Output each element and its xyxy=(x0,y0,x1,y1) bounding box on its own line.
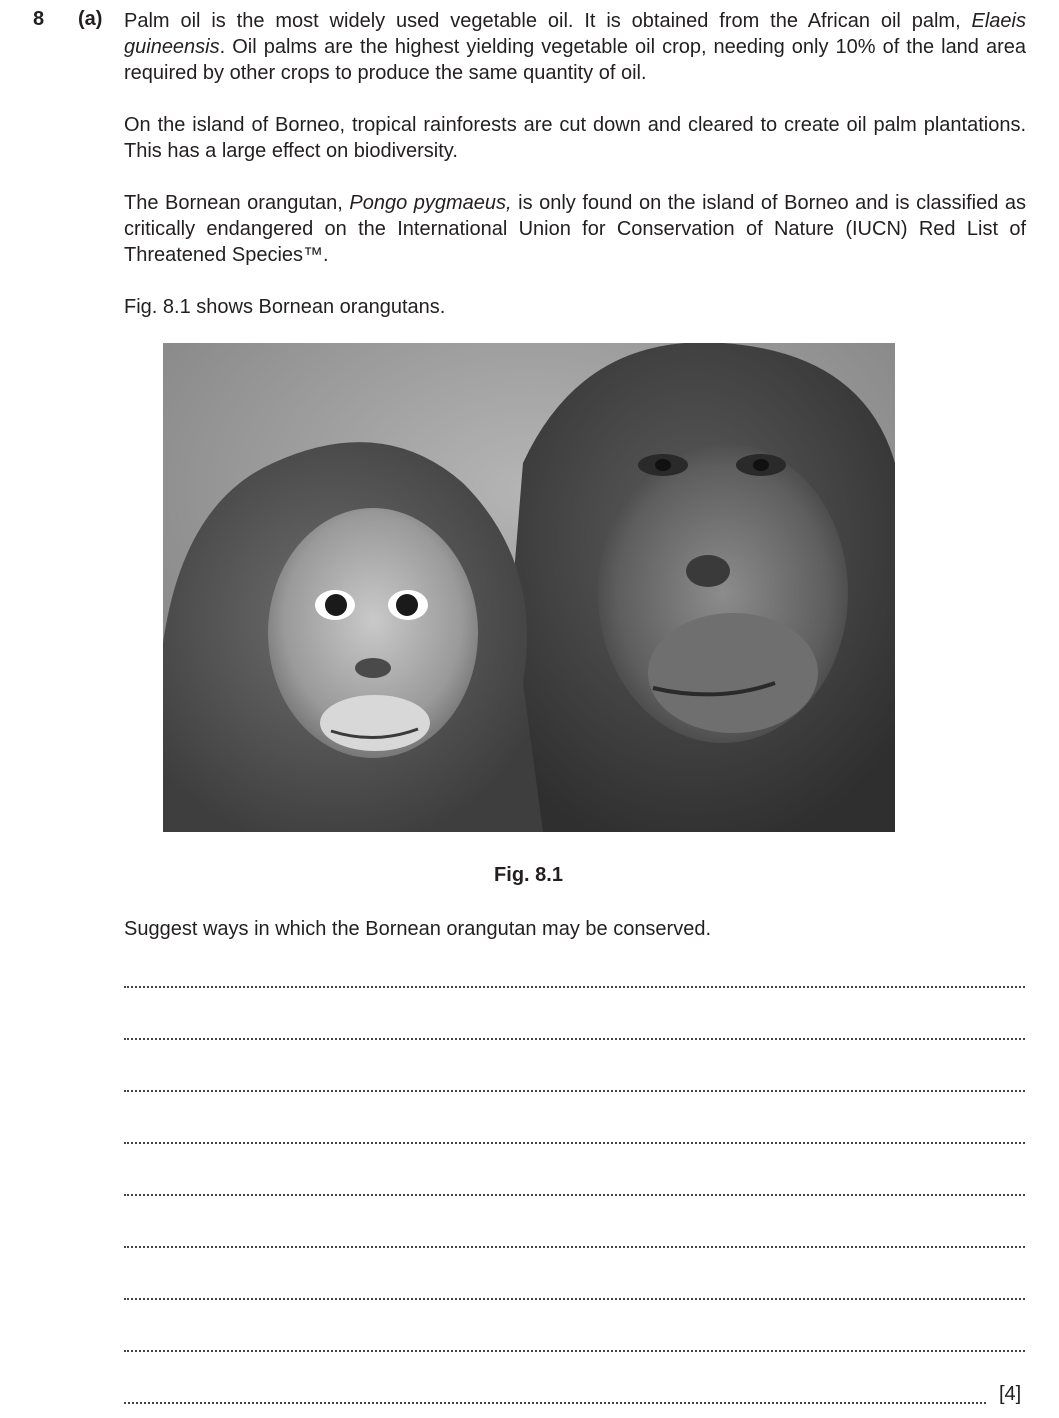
answer-line-1[interactable] xyxy=(124,986,1025,988)
intro-paragraph-orangutan xyxy=(124,190,1026,268)
answer-line-4[interactable] xyxy=(124,1142,1025,1144)
question-part-label: (a) xyxy=(78,8,103,30)
orangutan-photo xyxy=(163,343,895,832)
answer-line-9[interactable] xyxy=(124,1402,986,1404)
answer-line-5[interactable] xyxy=(124,1194,1025,1196)
intro-paragraph-borneo: On the island of Borneo, tropical rainforests are cut down and cleared to create oil palm plantations. This has a large effect on biodiversity. xyxy=(124,114,1026,162)
answer-line-8[interactable] xyxy=(124,1350,1025,1352)
question-number: 8 xyxy=(33,8,45,30)
answer-line-7[interactable] xyxy=(124,1298,1025,1300)
intro-paragraph-palm-oil xyxy=(124,8,1026,86)
orangutan-text-end: is only found on the island of Borneo and is classified as critically endangered on the International Union for Conservation of Nature (IUCN) Red List of Threatened Species™. xyxy=(124,192,1026,266)
orangutan-text-start: The Bornean orangutan, xyxy=(124,192,350,214)
palm-species-name: Elaeis guineensis xyxy=(124,10,1026,58)
answer-line-3[interactable] xyxy=(124,1090,1025,1092)
figure-caption: Fig. 8.1 xyxy=(494,864,563,886)
figure-reference: Fig. 8.1 shows Bornean orangutans. xyxy=(124,296,446,318)
orangutan-species-name: Pongo pygmaeus, xyxy=(349,192,512,214)
palm-oil-text-start: Palm oil is the most widely used vegetable oil. It is obtained from the African oil palm, xyxy=(124,10,972,32)
answer-line-2[interactable] xyxy=(124,1038,1025,1040)
answer-line-6[interactable] xyxy=(124,1246,1025,1248)
marks-allocation: [4] xyxy=(999,1383,1022,1405)
question-prompt: Suggest ways in which the Bornean orangutan may be conserved. xyxy=(124,918,712,940)
palm-oil-text-end: . Oil palms are the highest yielding vegetable oil crop, needing only 10% of the land area required by other crops to produce the same quantity of oil. xyxy=(124,36,1026,84)
